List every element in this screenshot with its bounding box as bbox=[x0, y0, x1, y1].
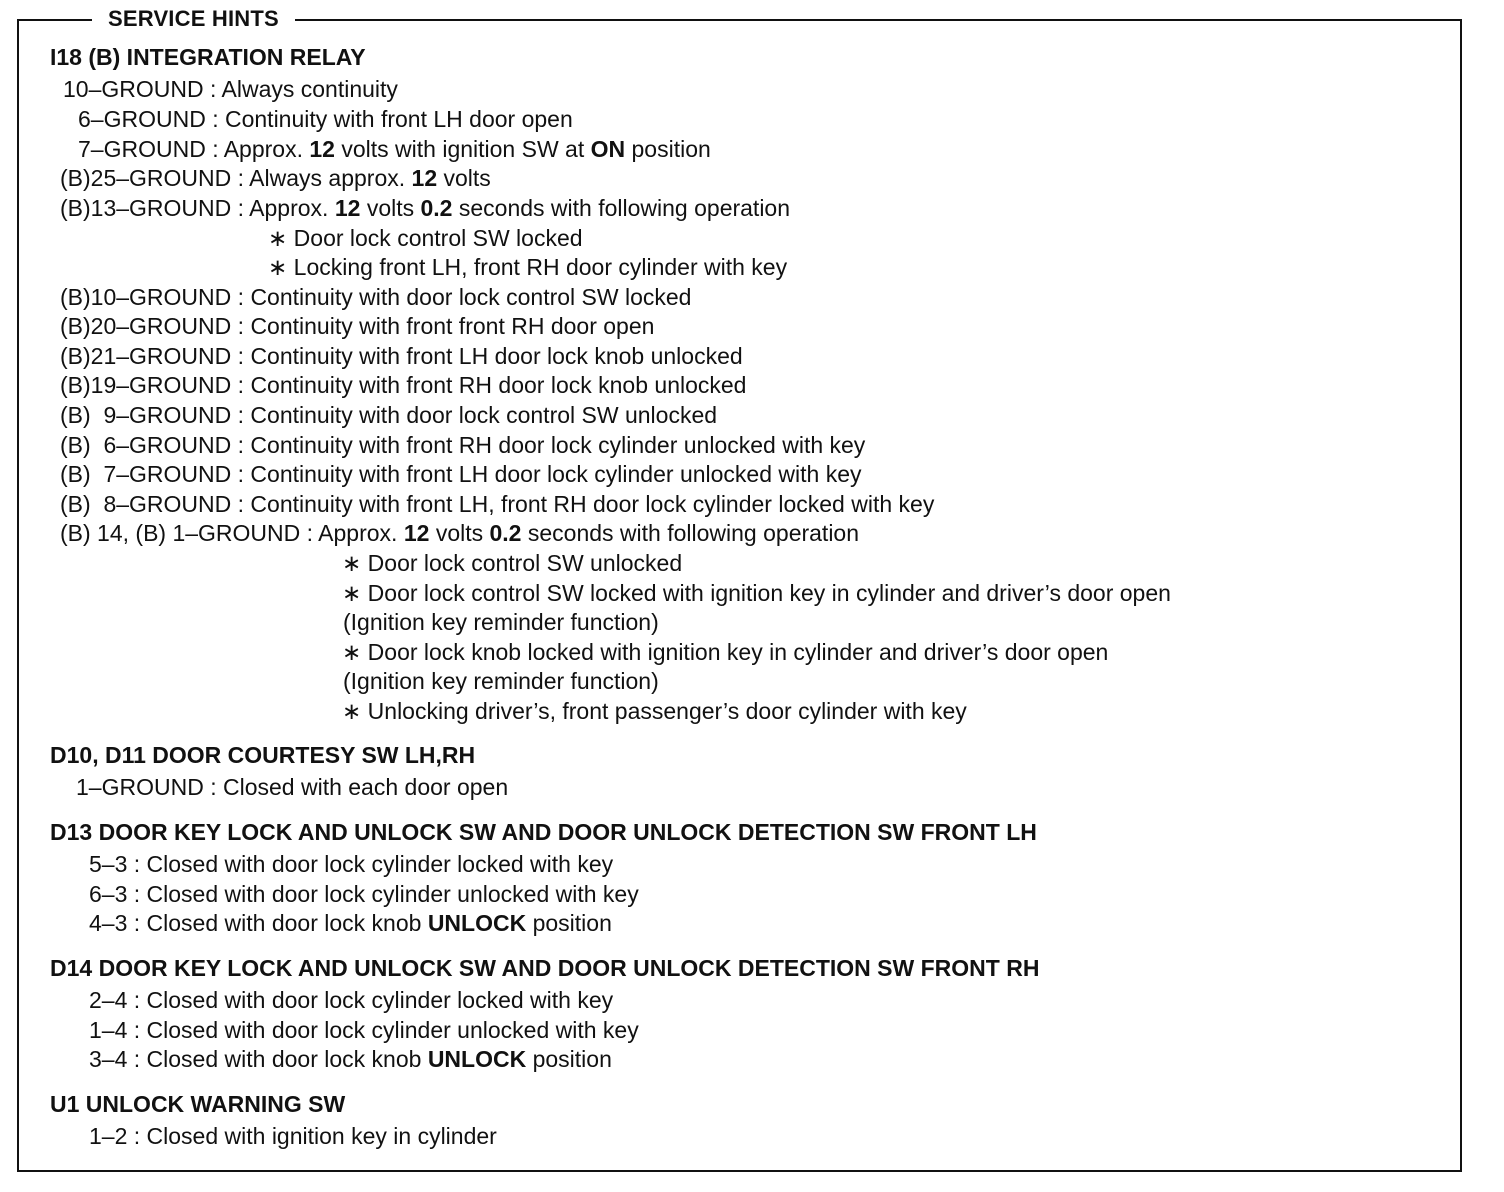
hint-line: (B)20–GROUND : Continuity with front front RH door open bbox=[60, 313, 655, 339]
hint-line: (B) 8–GROUND : Continuity with front LH, front RH door lock cylinder locked with key bbox=[60, 491, 935, 517]
hint-line: (B)25–GROUND : Always approx. 12 volts bbox=[60, 165, 491, 191]
hint-line: 1–GROUND : Closed with each door open bbox=[76, 774, 509, 800]
hint-line: 4–3 : Closed with door lock knob UNLOCK position bbox=[89, 910, 612, 936]
section-heading-door-courtesy: D10, D11 DOOR COURTESY SW LH,RH bbox=[50, 742, 476, 768]
hint-line: 6–GROUND : Continuity with front LH door open bbox=[78, 106, 573, 132]
hint-bullet: ∗ Door lock control SW unlocked bbox=[342, 550, 683, 576]
service-hints-title: SERVICE HINTS bbox=[92, 4, 295, 34]
hint-bullet: ∗ Locking front LH, front RH door cylinder with key bbox=[268, 254, 788, 280]
hint-line: (B)19–GROUND : Continuity with front RH door lock knob unlocked bbox=[60, 372, 747, 398]
section-heading-u1: U1 UNLOCK WARNING SW bbox=[50, 1091, 346, 1117]
hint-line: 5–3 : Closed with door lock cylinder locked with key bbox=[89, 851, 614, 877]
hint-line: 1–2 : Closed with ignition key in cylinder bbox=[89, 1123, 497, 1149]
hint-line: 2–4 : Closed with door lock cylinder locked with key bbox=[89, 987, 614, 1013]
hint-line: 7–GROUND : Approx. 12 volts with ignition SW at ON position bbox=[78, 136, 711, 162]
hint-line: 3–4 : Closed with door lock knob UNLOCK position bbox=[89, 1046, 612, 1072]
hint-line: (B) 7–GROUND : Continuity with front LH door lock cylinder unlocked with key bbox=[60, 461, 862, 487]
hint-bullet: ∗ Door lock control SW locked bbox=[268, 225, 583, 251]
hint-note: (Ignition key reminder function) bbox=[343, 668, 659, 694]
hint-bullet: ∗ Door lock knob locked with ignition key in cylinder and driver’s door open bbox=[342, 639, 1109, 665]
hint-line: (B) 9–GROUND : Continuity with door lock control SW unlocked bbox=[60, 402, 718, 428]
hint-line: (B)10–GROUND : Continuity with door lock control SW locked bbox=[60, 284, 692, 310]
hint-line: 6–3 : Closed with door lock cylinder unlocked with key bbox=[89, 881, 639, 907]
section-heading-d13: D13 DOOR KEY LOCK AND UNLOCK SW AND DOOR UNLOCK DETECTION SW FRONT LH bbox=[50, 819, 1037, 845]
hint-line: (B)13–GROUND : Approx. 12 volts 0.2 seconds with following operation bbox=[60, 195, 791, 221]
hint-bullet: ∗ Door lock control SW locked with ignition key in cylinder and driver’s door open bbox=[342, 580, 1171, 606]
hint-note: (Ignition key reminder function) bbox=[343, 609, 659, 635]
hint-bullet: ∗ Unlocking driver’s, front passenger’s door cylinder with key bbox=[342, 698, 967, 724]
hint-line: 10–GROUND : Always continuity bbox=[63, 76, 398, 102]
section-heading-integration-relay: I18 (B) INTEGRATION RELAY bbox=[50, 44, 366, 70]
hint-line: 1–4 : Closed with door lock cylinder unlocked with key bbox=[89, 1017, 639, 1043]
section-heading-d14: D14 DOOR KEY LOCK AND UNLOCK SW AND DOOR UNLOCK DETECTION SW FRONT RH bbox=[50, 955, 1040, 981]
hint-line: (B) 6–GROUND : Continuity with front RH door lock cylinder unlocked with key bbox=[60, 432, 866, 458]
hint-line: (B)21–GROUND : Continuity with front LH door lock knob unlocked bbox=[60, 343, 743, 369]
hint-line: (B) 14, (B) 1–GROUND : Approx. 12 volts 0.2 seconds with following operation bbox=[60, 520, 860, 546]
